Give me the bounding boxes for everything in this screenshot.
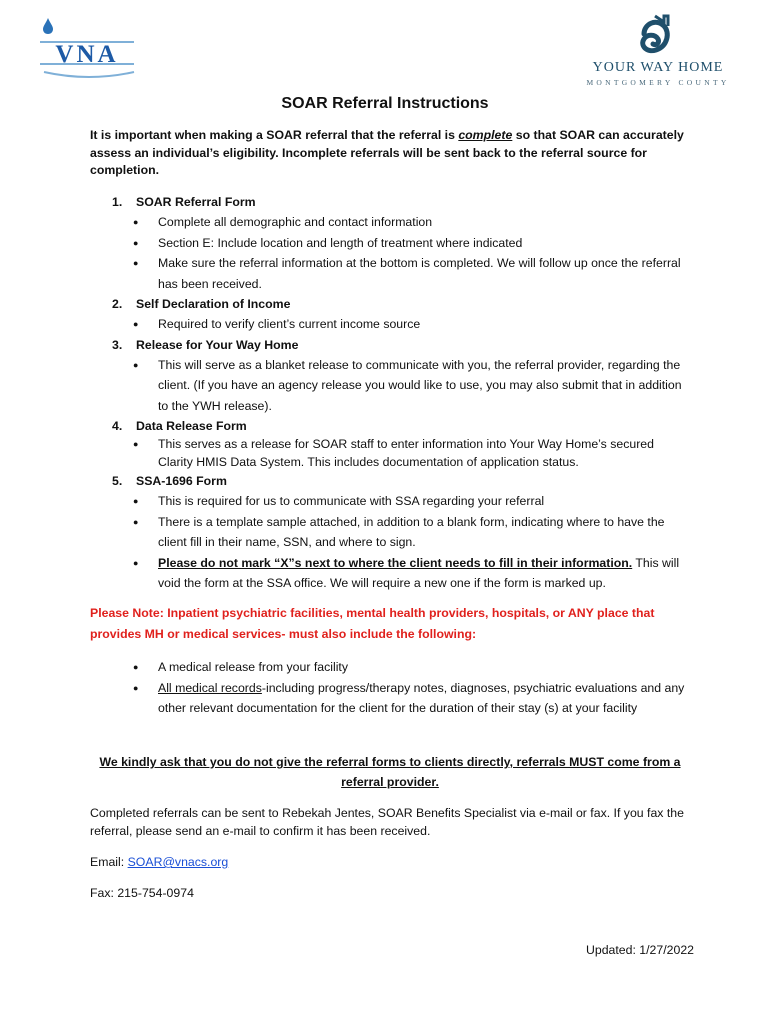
section-2-heading (90, 294, 690, 314)
bullet-icon: ● (133, 557, 139, 568)
section-5-bullets (90, 491, 690, 594)
email-link[interactable]: SOAR@vnacs.org (127, 855, 229, 869)
bullet-icon: ● (133, 516, 139, 527)
house-swirl-icon (634, 12, 676, 60)
section-title: Release for Your Way Home (136, 337, 299, 352)
bullet-icon: ● (133, 258, 139, 268)
section-number: 3. (112, 337, 123, 352)
list-item (90, 491, 690, 512)
warning-emphasis: Please do not mark “X”s next to where the client needs to fill in their information. (158, 555, 633, 570)
list-item (90, 355, 690, 417)
fax-line: Fax: 215-754-0974 (90, 886, 194, 900)
updated-date: Updated: 1/27/2022 (585, 943, 694, 957)
list-item (90, 314, 690, 335)
list-item (90, 657, 690, 678)
your-way-home-name: YOUR WAY HOME (592, 60, 724, 75)
section-title: SOAR Referral Form (136, 195, 256, 209)
please-note: Please Note: Inpatient psychiatric facilities, mental health providers, hospitals, or ANY place that provides MH or medical services- must also include the following: (90, 606, 655, 641)
section-4-heading (90, 416, 690, 436)
montgomery-county-label: MONTGOMERY COUNTY (586, 78, 730, 87)
list-item-text: This will serve as a blanket release to communicate with you, the referral provider, regarding the client. (If you have an agency release you would like to use, you may also submit that in addition to the YWH release). (158, 357, 682, 413)
bullet-icon: ● (133, 662, 139, 672)
list-item (90, 233, 690, 254)
section-2-bullets (90, 314, 690, 335)
list-item-text: A medical release from your facility (158, 660, 348, 674)
referral-sections (90, 192, 690, 594)
section-title: Data Release Form (136, 419, 247, 433)
bullet-icon: ● (133, 496, 139, 506)
completed-referrals-paragraph: Completed referrals can be sent to Rebekah Jentes, SOAR Benefits Specialist via e-mail or fax. If you fax the referral, please send an e-mail to confirm it has been received. (90, 806, 684, 838)
referral-provider-notice: We kindly ask that you do not give the referral forms to clients directly, referrals MUST come from a referral provider. (99, 755, 681, 789)
your-way-home-logo (580, 12, 736, 88)
note-bullets (90, 657, 690, 719)
vna-logo-text: VNA (55, 41, 119, 68)
section-title: Self Declaration of Income (136, 297, 291, 311)
bullet-icon: ● (133, 359, 139, 370)
list-item-text: Complete all demographic and contact information (158, 215, 433, 229)
list-item (90, 436, 690, 471)
list-item-text: This serves as a release for SOAR staff to enter information into Your Way Home’s secured Clarity HMIS Data System. This includes documentation of application status. (158, 437, 654, 469)
section-1-bullets (90, 212, 690, 294)
section-4-bullets (90, 436, 690, 471)
vna-logo (34, 14, 140, 80)
bullet-icon: ● (133, 237, 139, 248)
intro-paragraph (90, 127, 690, 180)
intro-emphasis: complete (458, 128, 513, 142)
section-number: 4. (112, 419, 123, 433)
section-5-heading (90, 471, 690, 491)
section-1-heading (90, 192, 690, 212)
section-number: 5. (112, 474, 123, 488)
list-item (90, 253, 690, 294)
medical-records-emphasis: All medical records (158, 680, 262, 695)
section-3-heading (90, 335, 690, 355)
bullet-icon: ● (133, 682, 139, 693)
list-item (90, 678, 690, 719)
section-number: 2. (112, 297, 123, 311)
section-title: SSA-1696 Form (136, 474, 227, 488)
section-3-bullets (90, 355, 690, 417)
intro-text-after: so that SOAR can accurately assess an individual’s eligibility. Incomplete referrals will be sent back to the referral source for completion. (90, 128, 684, 177)
list-item-text: Section E: Include location and length of treatment where indicated (158, 235, 523, 250)
list-item-text: Make sure the referral information at the bottom is completed. We will follow up once the referral has been received. (158, 256, 681, 291)
list-item-text: This is required for us to communicate with SSA regarding your referral (158, 494, 545, 508)
email-label: Email: (90, 855, 128, 869)
intro-text-before: It is important when making a SOAR referral that the referral is (90, 128, 459, 142)
list-item (90, 212, 690, 233)
email-line (90, 853, 690, 871)
warning-rest: This will void the form at the SSA office. We will require a new one if the form is marked up. (158, 555, 680, 590)
bullet-icon: ● (133, 319, 139, 329)
bullet-icon: ● (133, 217, 139, 227)
list-item-text: -including progress/therapy notes, diagnoses, psychiatric evaluations and any other relevant documentation for the client for the duration of their stay (s) at your facility (158, 680, 685, 715)
page-title: SOAR Referral Instructions (281, 95, 489, 112)
list-item (90, 553, 690, 594)
list-item-text: There is a template sample attached, in addition to a blank form, indicating where to have the client fill in their name, SSN, and where to sign. (158, 514, 665, 549)
list-item (90, 512, 690, 553)
vna-logo-graphic (34, 14, 140, 80)
bullet-icon: ● (133, 439, 139, 449)
list-item-text: Required to verify client’s current income source (158, 317, 421, 331)
section-number: 1. (112, 195, 123, 209)
